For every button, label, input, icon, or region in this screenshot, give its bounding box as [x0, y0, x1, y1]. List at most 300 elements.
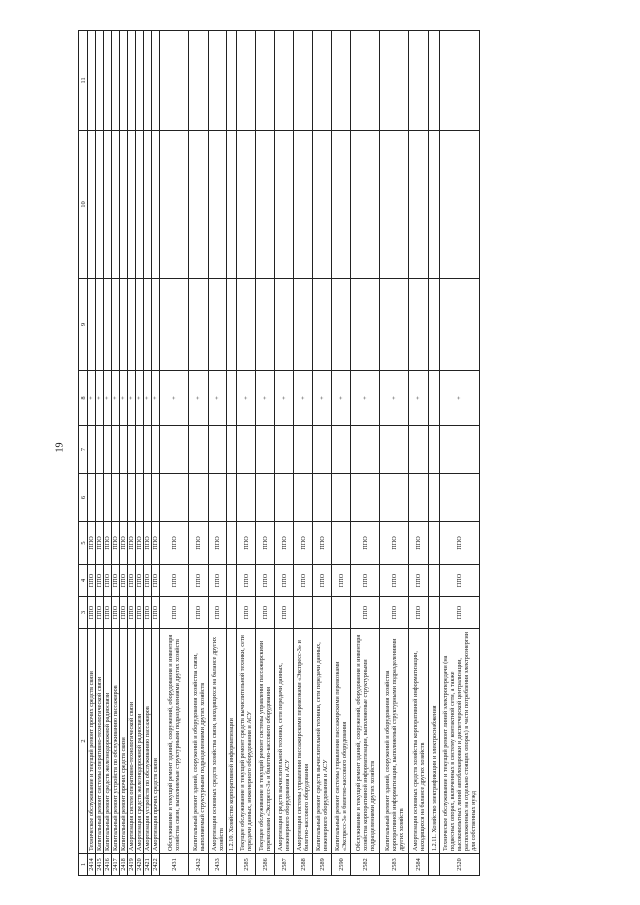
value-cell: ППО — [96, 522, 104, 565]
value-cell: + — [256, 371, 275, 426]
value-cell: ППО — [112, 597, 120, 629]
value-cell: + — [380, 371, 409, 426]
value-cell — [189, 31, 209, 131]
value-cell: ППО — [440, 565, 480, 597]
value-cell: ППО — [112, 565, 120, 597]
value-cell — [227, 565, 237, 597]
table-row — [112, 31, 120, 876]
value-cell — [275, 131, 294, 279]
value-cell — [152, 131, 160, 279]
value-cell — [189, 426, 209, 474]
value-cell: + — [294, 371, 313, 426]
row-code-cell: 2589 — [313, 854, 332, 876]
value-cell: ППО — [275, 522, 294, 565]
value-cell: ППО — [256, 597, 275, 629]
value-cell — [275, 279, 294, 371]
table-row — [237, 31, 256, 876]
value-cell — [189, 474, 209, 522]
value-cell — [294, 279, 313, 371]
value-cell — [189, 131, 209, 279]
value-cell — [351, 474, 380, 522]
value-cell — [136, 131, 144, 279]
row-code-cell: 2414 — [88, 854, 96, 876]
value-cell: ППО — [409, 597, 429, 629]
row-code-cell: 2590 — [332, 854, 351, 876]
column-number-cell: 3 — [79, 597, 88, 629]
value-cell: ППО — [313, 522, 332, 565]
value-cell — [104, 279, 112, 371]
value-cell: + — [275, 371, 294, 426]
value-cell — [409, 31, 429, 131]
value-cell: + — [189, 371, 209, 426]
value-cell — [294, 426, 313, 474]
value-cell: ППО — [104, 565, 112, 597]
value-cell — [112, 474, 120, 522]
value-cell — [227, 131, 237, 279]
value-cell — [160, 474, 189, 522]
value-cell — [88, 426, 96, 474]
value-cell — [104, 474, 112, 522]
value-cell: + — [351, 371, 380, 426]
value-cell — [332, 597, 351, 629]
value-cell — [332, 131, 351, 279]
value-cell — [429, 565, 440, 597]
value-cell: ППО — [275, 565, 294, 597]
value-cell: ППО — [144, 522, 152, 565]
value-cell: ППО — [237, 522, 256, 565]
row-code-cell: 2584 — [409, 854, 429, 876]
value-cell — [256, 279, 275, 371]
table-row — [332, 31, 351, 876]
value-cell — [429, 474, 440, 522]
table-row — [313, 31, 332, 876]
value-cell — [227, 31, 237, 131]
value-cell — [120, 426, 128, 474]
value-cell: ППО — [409, 565, 429, 597]
value-cell: + — [120, 371, 128, 426]
value-cell — [104, 426, 112, 474]
value-cell: ППО — [160, 565, 189, 597]
value-cell: + — [152, 371, 160, 426]
value-cell: ППО — [136, 522, 144, 565]
value-cell — [237, 31, 256, 131]
table-row — [440, 31, 480, 876]
row-code-cell: 2431 — [160, 854, 189, 876]
value-cell: ППО — [351, 565, 380, 597]
table-row — [88, 31, 96, 876]
row-name-cell: Амортизация прочих средств связи — [152, 629, 160, 854]
column-number-cell: 4 — [79, 565, 88, 597]
table-row — [380, 31, 409, 876]
value-cell: ППО — [96, 565, 104, 597]
table-row — [409, 31, 429, 876]
table-row — [275, 31, 294, 876]
value-cell — [429, 371, 440, 426]
table-row — [136, 31, 144, 876]
value-cell: ППО — [144, 597, 152, 629]
value-cell — [128, 31, 136, 131]
value-cell — [209, 474, 227, 522]
value-cell — [256, 474, 275, 522]
value-cell: ППО — [440, 522, 480, 565]
value-cell — [237, 426, 256, 474]
value-cell: ППО — [104, 597, 112, 629]
value-cell — [313, 279, 332, 371]
table-row — [189, 31, 209, 876]
table-row — [294, 31, 313, 876]
value-cell — [429, 597, 440, 629]
value-cell — [96, 474, 104, 522]
value-cell: ППО — [160, 522, 189, 565]
value-cell — [227, 522, 237, 565]
value-cell — [332, 426, 351, 474]
value-cell: + — [104, 371, 112, 426]
row-code-cell: 2586 — [256, 854, 275, 876]
value-cell: + — [96, 371, 104, 426]
value-cell: + — [237, 371, 256, 426]
value-cell: + — [440, 371, 480, 426]
page-number: 19 — [54, 442, 66, 453]
value-cell — [96, 279, 104, 371]
value-cell: + — [88, 371, 96, 426]
row-name-cell: Амортизация системы управления пассажирскими перевозками «Экспресс-3» и билетно-кассового оборудования — [294, 629, 313, 854]
table-row — [104, 31, 112, 876]
value-cell — [440, 474, 480, 522]
value-cell — [313, 131, 332, 279]
value-cell: ППО — [136, 597, 144, 629]
value-cell — [294, 31, 313, 131]
value-cell: ППО — [120, 597, 128, 629]
row-code-cell: 2415 — [96, 854, 104, 876]
row-code-cell: 2582 — [351, 854, 380, 876]
value-cell: + — [409, 371, 429, 426]
value-cell: + — [144, 371, 152, 426]
value-cell — [128, 279, 136, 371]
value-cell — [275, 31, 294, 131]
column-number-cell: 5 — [79, 522, 88, 565]
value-cell — [209, 31, 227, 131]
value-cell: + — [136, 371, 144, 426]
row-code-cell — [429, 854, 440, 876]
value-cell — [160, 426, 189, 474]
value-cell: ППО — [332, 565, 351, 597]
value-cell: ППО — [112, 522, 120, 565]
value-cell — [237, 131, 256, 279]
value-cell — [96, 131, 104, 279]
table-row — [160, 31, 189, 876]
value-cell — [275, 474, 294, 522]
row-name-cell: Амортизация средств железнодорожной радиосвязи — [136, 629, 144, 854]
row-name-cell: 1.2.10. Хозяйство корпоративной информатизации — [227, 629, 237, 854]
value-cell — [237, 279, 256, 371]
row-code-cell: 2422 — [152, 854, 160, 876]
table-row — [256, 31, 275, 876]
value-cell: ППО — [351, 522, 380, 565]
value-cell: ППО — [189, 522, 209, 565]
value-cell — [275, 426, 294, 474]
value-cell: ППО — [152, 597, 160, 629]
row-name-cell: Капитальный ремонт устройств по обслуживанию пассажиров — [112, 629, 120, 854]
value-cell — [440, 279, 480, 371]
row-code-cell: 2416 — [104, 854, 112, 876]
row-name-cell: Обслуживание и текущий ремонт зданий, сооружений, оборудования и инвентаря хозяйства связи, выполняемые структурными подразделениями других хозяйств — [160, 629, 189, 854]
row-code-cell: 2417 — [112, 854, 120, 876]
row-name-cell: Обслуживание и текущий ремонт зданий, сооружений, оборудования и инвентаря хозяйства корпоративной информатизации, выполняемые структурными подразделениями других хозяйств — [351, 629, 380, 854]
value-cell — [351, 279, 380, 371]
value-cell: ППО — [120, 565, 128, 597]
value-cell — [237, 474, 256, 522]
table-row — [209, 31, 227, 876]
value-cell: ППО — [144, 565, 152, 597]
value-cell: ППО — [313, 565, 332, 597]
row-name-cell: Амортизация устройств по обслуживанию пассажиров — [144, 629, 152, 854]
value-cell — [380, 426, 409, 474]
row-code-cell — [227, 854, 237, 876]
table-row — [152, 31, 160, 876]
value-cell — [88, 131, 96, 279]
row-name-cell: Текущее обслуживание и текущий ремонт системы управления пассажирскими перевозками «Экспресс-3» и билетно-кассового оборудования — [256, 629, 275, 854]
value-cell — [128, 131, 136, 279]
value-cell — [136, 279, 144, 371]
value-cell — [409, 279, 429, 371]
value-cell: ППО — [237, 597, 256, 629]
column-number-row — [79, 31, 88, 876]
value-cell — [136, 426, 144, 474]
table-row — [144, 31, 152, 876]
value-cell: ППО — [275, 597, 294, 629]
value-cell: ППО — [409, 522, 429, 565]
rotated-table-sheet — [78, 31, 561, 876]
value-cell — [351, 31, 380, 131]
row-name-cell: Капитальный ремонт средств железнодорожной радиосвязи — [104, 629, 112, 854]
value-cell — [380, 279, 409, 371]
table-row — [96, 31, 104, 876]
value-cell — [429, 131, 440, 279]
value-cell: + — [313, 371, 332, 426]
row-code-cell: 2588 — [294, 854, 313, 876]
table-body — [79, 31, 480, 876]
value-cell: + — [160, 371, 189, 426]
row-code-cell: 2419 — [128, 854, 136, 876]
value-cell: ППО — [209, 522, 227, 565]
value-cell — [144, 474, 152, 522]
row-name-cell: Капитальный ремонт средств вычислительной техники, сети передачи данных, инженерного оборудования и АСУ — [313, 629, 332, 854]
value-cell — [380, 474, 409, 522]
value-cell — [332, 522, 351, 565]
table-row — [351, 31, 380, 876]
value-cell — [120, 474, 128, 522]
value-cell: + — [112, 371, 120, 426]
value-cell — [112, 31, 120, 131]
value-cell — [332, 279, 351, 371]
value-cell — [380, 31, 409, 131]
value-cell — [104, 31, 112, 131]
value-cell — [332, 31, 351, 131]
value-cell: ППО — [128, 597, 136, 629]
value-cell: ППО — [189, 597, 209, 629]
value-cell — [160, 131, 189, 279]
value-cell — [294, 131, 313, 279]
table-row — [227, 31, 237, 876]
value-cell — [429, 522, 440, 565]
table-row — [120, 31, 128, 876]
value-cell — [294, 597, 313, 629]
value-cell — [351, 131, 380, 279]
value-cell — [152, 279, 160, 371]
value-cell — [120, 279, 128, 371]
row-name-cell: Амортизация основных средств хозяйства связи, находящихся на балансе других хозяйств — [209, 629, 227, 854]
row-code-cell: 2432 — [189, 854, 209, 876]
value-cell — [440, 31, 480, 131]
value-cell — [120, 31, 128, 131]
value-cell: + — [332, 371, 351, 426]
value-cell — [128, 474, 136, 522]
value-cell: ППО — [380, 522, 409, 565]
value-cell — [104, 131, 112, 279]
row-code-cell: 2587 — [275, 854, 294, 876]
value-cell: + — [209, 371, 227, 426]
value-cell: ППО — [209, 565, 227, 597]
row-code-cell: 2520 — [440, 854, 480, 876]
row-code-cell: 2421 — [144, 854, 152, 876]
value-cell — [88, 474, 96, 522]
value-cell — [256, 426, 275, 474]
row-code-cell: 2585 — [237, 854, 256, 876]
row-code-cell: 2418 — [120, 854, 128, 876]
value-cell — [128, 426, 136, 474]
value-cell — [256, 31, 275, 131]
value-cell — [313, 31, 332, 131]
value-cell: ППО — [380, 597, 409, 629]
row-name-cell: Капитальный ремонт прочих средств связи — [120, 629, 128, 854]
value-cell: ППО — [152, 522, 160, 565]
value-cell: ППО — [209, 597, 227, 629]
cost-items-table — [78, 30, 480, 876]
row-name-cell: Капитальный ремонт системы оперативно-технологической связи — [96, 629, 104, 854]
value-cell — [440, 131, 480, 279]
value-cell: ППО — [256, 565, 275, 597]
value-cell — [136, 474, 144, 522]
value-cell: ППО — [440, 597, 480, 629]
value-cell: ППО — [294, 565, 313, 597]
value-cell — [112, 131, 120, 279]
value-cell: ППО — [104, 522, 112, 565]
value-cell: ППО — [120, 522, 128, 565]
row-name-cell: Техническое обслуживание и текущий ремонт линий электропередачи (на подвесных опорах, включенных в систему контактной сети, а также высоковольтных линий автоблокировки и диспетчерской централизации, расположенных на отдельно стоящих опорах) в части потребления электроэнергии для собственных нужд — [440, 629, 480, 854]
value-cell: ППО — [189, 565, 209, 597]
value-cell — [256, 131, 275, 279]
column-number-cell: 7 — [79, 426, 88, 474]
value-cell — [429, 426, 440, 474]
value-cell — [351, 426, 380, 474]
value-cell: ППО — [160, 597, 189, 629]
column-number-cell: 11 — [79, 31, 88, 131]
row-name-cell: Техническое обслуживание и текущий ремонт прочих средств связи — [88, 629, 96, 854]
value-cell — [440, 426, 480, 474]
row-name-cell: Капитальный ремонт зданий, сооружений и оборудования хозяйства связи, выполняемый структурными подразделениями других хозяйств — [189, 629, 209, 854]
row-name-cell: Амортизация средств вычислительной техники, сети передачи данных, инженерного оборудования и АСУ — [275, 629, 294, 854]
value-cell — [209, 131, 227, 279]
value-cell: ППО — [256, 522, 275, 565]
row-code-cell: 2433 — [209, 854, 227, 876]
value-cell: ППО — [237, 565, 256, 597]
value-cell — [380, 131, 409, 279]
table-row — [128, 31, 136, 876]
value-cell — [332, 474, 351, 522]
value-cell: ППО — [128, 522, 136, 565]
value-cell — [136, 31, 144, 131]
value-cell: ППО — [294, 522, 313, 565]
column-number-cell: 8 — [79, 371, 88, 426]
table-row — [429, 31, 440, 876]
value-cell — [294, 474, 313, 522]
value-cell — [152, 31, 160, 131]
value-cell — [120, 131, 128, 279]
value-cell — [144, 279, 152, 371]
value-cell — [144, 31, 152, 131]
row-name-cell: Текущее обслуживание и текущий ремонт средств вычислительной техники, сети передачи данных, инженерного оборудования и АСУ — [237, 629, 256, 854]
value-cell — [144, 426, 152, 474]
value-cell — [227, 426, 237, 474]
value-cell — [160, 31, 189, 131]
value-cell: ППО — [96, 597, 104, 629]
value-cell — [144, 131, 152, 279]
value-cell — [160, 279, 189, 371]
value-cell — [409, 426, 429, 474]
row-code-cell: 2583 — [380, 854, 409, 876]
value-cell — [429, 279, 440, 371]
value-cell — [112, 279, 120, 371]
column-number-cell: 9 — [79, 279, 88, 371]
value-cell: ППО — [88, 565, 96, 597]
row-name-cell: Амортизация систем оперативно-технологической связи — [128, 629, 136, 854]
value-cell: ППО — [136, 565, 144, 597]
value-cell: ППО — [351, 597, 380, 629]
value-cell — [209, 426, 227, 474]
value-cell — [189, 279, 209, 371]
row-name-cell: Амортизация основных средств хозяйства корпоративной информатизации, находящихся на балансе других хозяйств — [409, 629, 429, 854]
row-name-cell: Капитальный ремонт системы управления пассажирскими перевозками «Экспресс-3» и билетно-кассового оборудования — [332, 629, 351, 854]
value-cell — [409, 131, 429, 279]
value-cell — [313, 597, 332, 629]
value-cell — [152, 426, 160, 474]
value-cell — [152, 474, 160, 522]
value-cell: ППО — [88, 522, 96, 565]
value-cell — [112, 426, 120, 474]
value-cell — [227, 474, 237, 522]
value-cell — [313, 474, 332, 522]
value-cell — [88, 279, 96, 371]
column-number-cell: 10 — [79, 131, 88, 279]
value-cell — [96, 31, 104, 131]
column-number-cell: 1 — [79, 854, 88, 876]
value-cell — [227, 597, 237, 629]
value-cell: + — [128, 371, 136, 426]
value-cell — [88, 31, 96, 131]
row-name-cell: 1.2.11. Хозяйство электрификации и электроснабжения — [429, 629, 440, 854]
value-cell — [227, 371, 237, 426]
value-cell — [96, 426, 104, 474]
value-cell — [227, 279, 237, 371]
column-number-cell: 6 — [79, 474, 88, 522]
value-cell — [313, 426, 332, 474]
value-cell — [429, 31, 440, 131]
row-name-cell: Капитальный ремонт зданий, сооружений и оборудования хозяйства корпоративной информатизации, выполняемый структурными подразделениями других хозяйств — [380, 629, 409, 854]
value-cell: ППО — [128, 565, 136, 597]
value-cell: ППО — [152, 565, 160, 597]
value-cell: ППО — [380, 565, 409, 597]
row-code-cell: 2420 — [136, 854, 144, 876]
